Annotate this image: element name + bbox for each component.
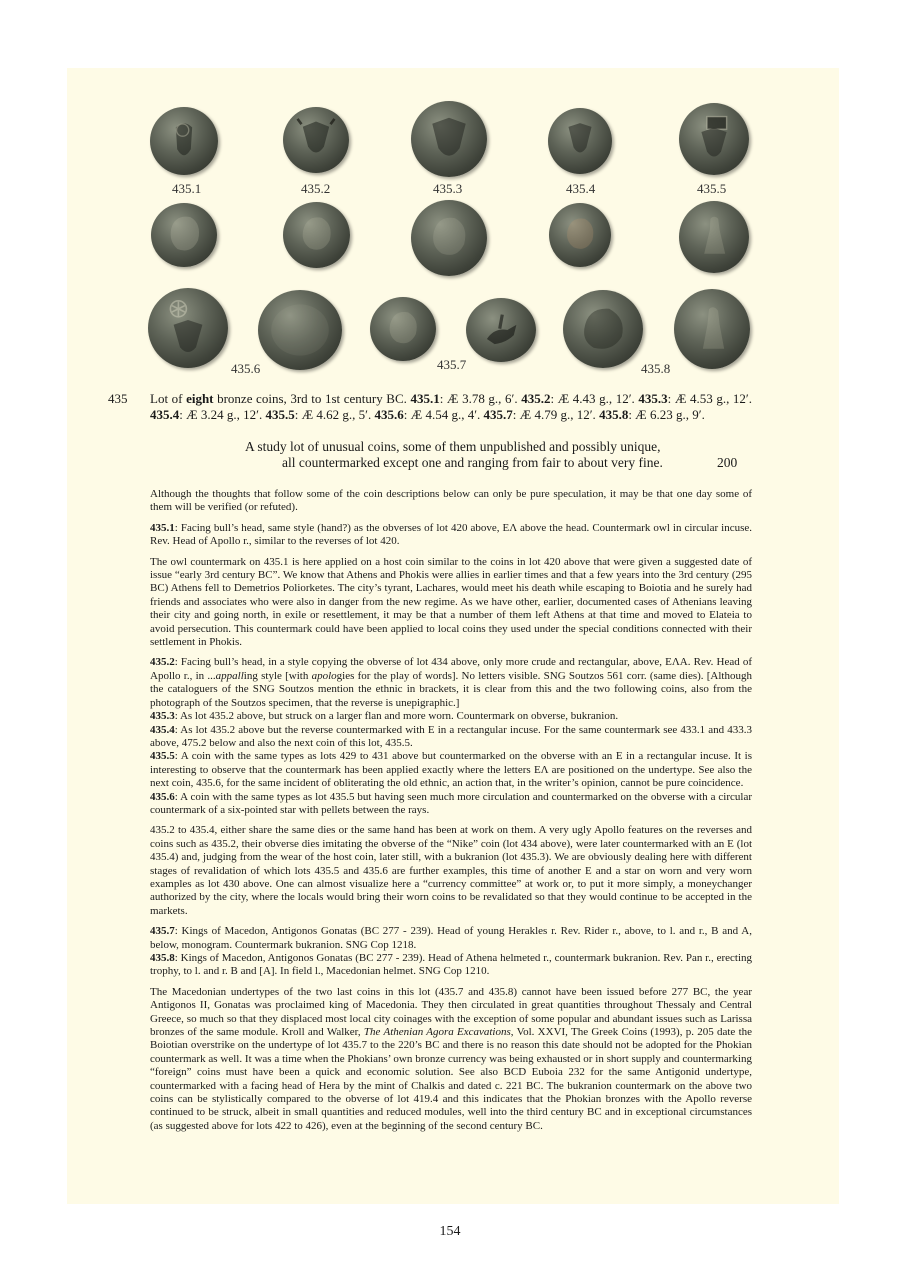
lot-notes	[150, 488, 752, 1140]
coin-435-7-obverse-photo	[370, 297, 436, 361]
coin-label: 435.6	[231, 361, 261, 376]
coin-label: 435.4	[566, 181, 596, 196]
coin-435-1-reverse-photo	[151, 203, 217, 267]
coin-label: 435.7	[437, 357, 467, 372]
note-435-7: 435.7: Kings of Macedon, Antigonos Gonatas (BC 277 - 239). Head of young Herakles r. Rev. Rider r., above, to l. and r., B and A, below, monogram. Countermark bukranion. SNG Cop 1218.	[150, 925, 752, 951]
note-435-5: 435.5: A coin with the same types as lots 429 to 431 above but countermarked on the obverse with an E in a rectangular incuse. It is interesting to observe that the countermark has been applied exactly where the letters ΕΛ are positioned on the undertype. See also the next coin, 435.6, for the same incident of obliterating the old ethnic, an action that, in the writer’s opinion, cannot be pure coincidence.	[150, 750, 752, 790]
coin-435-1-obverse-photo	[150, 107, 218, 175]
note-dies: 435.2 to 435.4, either share the same dies or the same hand has been at work on them. A very ugly Apollo features on the reverses and coins such as 435.2, their obverse dies imitating the obverse of the “Nike” coin (lot 434 above), were later countermarked with an E (lot 435.4) and, judging from the wear of the host coin, later still, with a bukranion (lot 435.3). We are obviously dealing here with different stages of revalidation of which lots 435.5 and 435.6 are further examples, this time of another E and a star on worn and very worn examples as lot 430 above. One can almost visualize here a “currency committee” at work or, to put it more simply, a moneychanger authorized by the city, where the locals would bring their worn coins to be revalidated so that they would continue to be accepted in the markets.	[150, 824, 752, 917]
coin-label: 435.3	[433, 181, 463, 196]
coin-label: 435.1	[172, 181, 202, 196]
coin-435-5-obverse-photo	[679, 103, 749, 175]
note-435-2: 435.2: Facing bull’s head, in a style copying the obverse of lot 434 above, only more crude and rectangular, above, ΕΛΑ. Rev. Head of Apollo r., in ...appalling style [with apologies for the play of words]. No letters visible. SNG Soutzos 561 corr. (same dies). [Although the cataloguers of the SNG Soutzos mention the ethnic in brackets, it is clear from this and the two following coins, also from the photograph of the Soutzos specimen, that the reverse is unepigraphic.]	[150, 656, 752, 709]
note-435-3: 435.3: As lot 435.2 above, but struck on a larger flan and more worn. Countermark on obverse, bukranion.	[150, 710, 619, 723]
lot-description: Lot of eight bronze coins, 3rd to 1st century BC. 435.1: Æ 3.78 g., 6′. 435.2: Æ 4.43 g., 12′. 435.3: Æ 4.53 g., 12′. 435.4: Æ 3.24 g., 12′. 435.5: Æ 4.62 g., 5′. 435.6: Æ 4.54 g., 4′. 435.7: Æ 4.79 g., 12′. 435.8: Æ 6.23 g., 9′.	[150, 391, 753, 422]
coin-435-3-obverse-photo	[411, 101, 487, 177]
note-macedonian: The Macedonian undertypes of the two last coins in this lot (435.7 and 435.8) cannot have been issued before 277 BC, the year Antigonos II, Gonatas was proclaimed king of Macedonia. They then circulated in great quantities throughout Thessaly and Central Greece, so much so that they displaced most local city coinages with the exception of some popular and abundant issues such as Larissa bronzes of the same module. Kroll and Walker, The Athenian Agora Excavations, Vol. XXVI, The Greek Coins (1993), p. 205 date the Boiotian overstrike on the undertype of lot 435.7 to the 220’s BC and there is no reason this date should not be adopted for the Phokian countermark as well. It was a time when the Phokians’ own bronze currency was being exhausted or in short supply and countermarking “foreign” coins must have been a quick and economic solution. See also BCD Euboia 232 for the same Antigonid undertype, countermarked with a facing head of Hera by the mint of Chalkis and dated c. 221 BC. The bukranion countermark on the above two coins can be stylistically compared to the obverse of lot 419.4 and this indicates that the Phokian bronzes with the Apollo reverse continued to be struck, albeit in small quantities and reduced modules, well into the third century BC and in exceptional circumstances (as suggested above for lots 422 to 426), even at the beginning of the second century BC.	[150, 985, 753, 1132]
note-435-6: 435.6: A coin with the same types as lot 435.5 but having seen much more circulation and countermarked on the obverse with a circular countermark of a six-pointed star with pellets between the rays.	[150, 790, 752, 816]
coin-label: 435.5	[697, 181, 727, 196]
coin-435-5-reverse-photo	[679, 201, 749, 273]
coin-435-8-reverse-photo	[674, 289, 750, 369]
coin-435-6-obverse-photo	[148, 288, 228, 368]
lot-summary-line-2: all countermarked except one and ranging from fair to about very fine.	[282, 455, 663, 470]
note-435-8: 435.8: Kings of Macedon, Antigonos Gonatas (BC 277 - 239). Head of Athena helmeted r., countermark bukranion. Rev. Pan r., erecting trophy, to l. and r. B and [A]. In field l., Macedonian helmet. SNG Cop 1210.	[150, 952, 752, 978]
coin-435-8-obverse-photo	[563, 290, 643, 368]
coin-label: 435.2	[301, 181, 331, 196]
coin-label: 435.8	[641, 361, 671, 376]
lot-number: 435	[108, 391, 128, 406]
coin-435-4-reverse-photo	[549, 203, 611, 267]
coin-435-2-obverse-photo	[283, 107, 349, 173]
coin-435-6-reverse-photo	[258, 290, 342, 370]
note-435-4: 435.4: As lot 435.2 above but the reverse countermarked with E in a rectangular incuse. For the same countermark see 433.1 and 433.3 above, 475.2 below and also the next coin of this lot, 435.5.	[150, 723, 752, 749]
lot-summary-line-1: A study lot of unusual coins, some of them unpublished and possibly unique,	[245, 439, 661, 454]
note-435-1: 435.1: Facing bull’s head, same style (hand?) as the obverses of lot 420 above, ΕΛ above the head. Countermark owl in circular incuse. Rev. Head of Apollo r., similar to the reverses of lot 420.	[150, 521, 752, 548]
coin-435-3-reverse-photo	[411, 200, 487, 276]
lot-estimate: 200	[717, 455, 738, 470]
note-owl-countermark: The owl countermark on 435.1 is here applied on a host coin similar to the coins in lot 420 above that were given a suggested date of issue “early 3rd century BC”. We know that Athens and Phokis were allies in earlier times and that a few years into the 3rd century (295 BC) Athens fell to Demetrios Poliorketes. The city’s tyrant, Lachares, would meet his death while escaping to Boiotia and he surely had friends and associates who were also in danger from the new regime. As we have other, earlier, documented cases of Athenians leaving their city and going north, in exile or resettlement, it may be that a number of them left Athens at that time and moved to Elateia to avoid persecution. This countermark could have been applied to local coins they used under the special conditions connected with their settlement in Phokis.	[150, 555, 752, 649]
notes-intro: Although the thoughts that follow some of the coin descriptions below can only be pure speculation, it may be that one day some of them will be verified (or refuted).	[150, 488, 752, 514]
page-number: 154	[439, 1224, 461, 1239]
coin-435-2-reverse-photo	[283, 202, 350, 268]
coin-435-4-obverse-photo	[548, 108, 612, 174]
coin-435-7-reverse-photo	[466, 298, 536, 362]
